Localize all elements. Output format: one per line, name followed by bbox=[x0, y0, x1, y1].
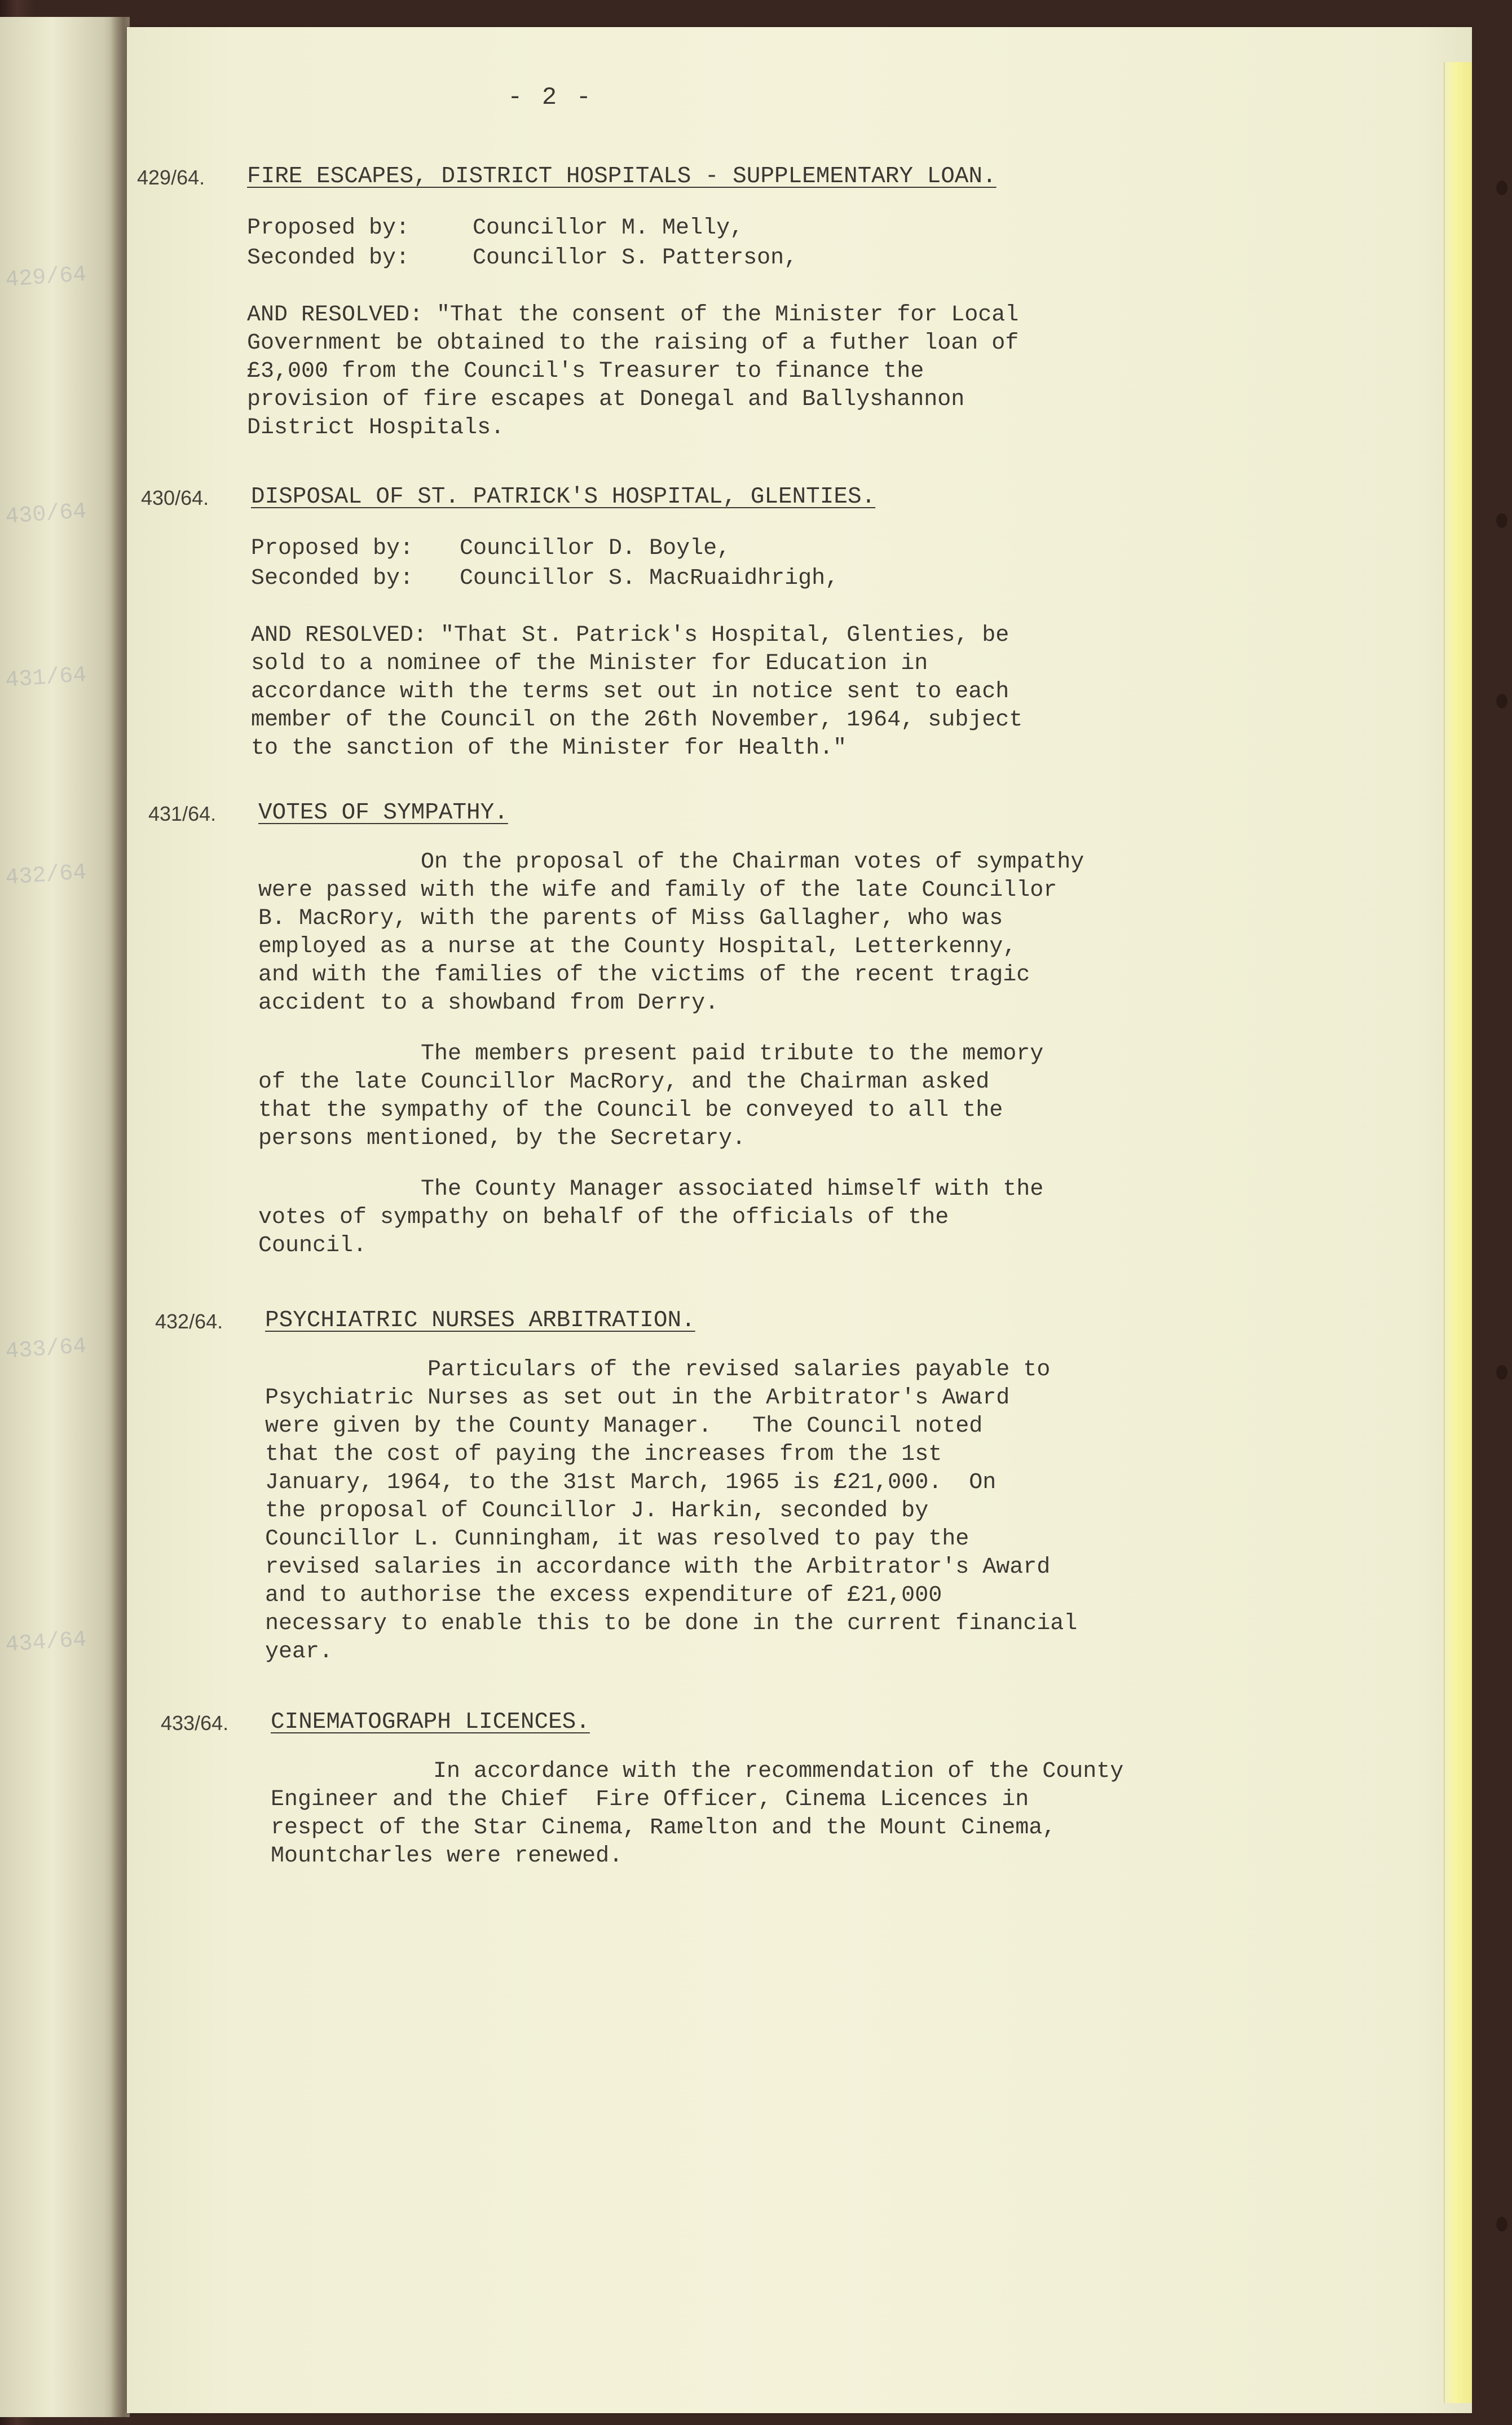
minute-item-430 bbox=[141, 484, 1379, 763]
minute-heading: DISPOSAL OF ST. PATRICK'S HOSPITAL, GLENTIES. bbox=[251, 484, 876, 510]
seconded-by-value: Councillor S. Patterson, bbox=[473, 245, 798, 271]
minute-number: 433/64. bbox=[161, 1711, 229, 1735]
minute-item-432 bbox=[155, 1308, 1393, 1666]
minute-number: 431/64. bbox=[148, 802, 217, 825]
resolution-text: AND RESOLVED: "That the consent of the Minister for Local Government be obtained to the raising of a futher loan of £3,000 from the Council's Treasurer to finance the provision of fire escapes at Donegal and Ballyshannon District Hospitals. bbox=[247, 302, 1019, 441]
body-paragraph: The members present paid tribute to the memory of the late Councillor MacRory, and the Chairman asked that the sympathy of the Council be conveyed to all the persons mentioned, by the Secretary. bbox=[258, 1041, 1044, 1151]
minute-heading: VOTES OF SYMPATHY. bbox=[258, 800, 508, 826]
body-paragraph: The County Manager associated himself with the votes of sympathy on behalf of the officials of the Council. bbox=[258, 1177, 1044, 1258]
seconded-by-label: Seconded by: bbox=[247, 245, 410, 271]
seconded-by-label: Seconded by: bbox=[251, 566, 414, 591]
proposed-by-value: Councillor M. Melly, bbox=[473, 215, 744, 241]
faded-bleed-through-mark: 429/64 bbox=[5, 262, 87, 293]
minute-item-433 bbox=[161, 1709, 1399, 1871]
faded-bleed-through-mark: 434/64 bbox=[5, 1627, 87, 1658]
resolution-text: AND RESOLVED: "That St. Patrick's Hospital, Glenties, be sold to a nominee of the Minister for Education in accordance with the terms set out in notice sent to each member of the Council on the 26th November, 1964, subject to the sanction of the Minister for Health." bbox=[251, 623, 1023, 761]
minute-number: 429/64. bbox=[137, 166, 205, 189]
minute-heading: CINEMATOGRAPH LICENCES. bbox=[271, 1709, 590, 1735]
minute-heading: PSYCHIATRIC NURSES ARBITRATION. bbox=[265, 1308, 695, 1333]
proposer-block bbox=[247, 215, 1375, 271]
page-number: - 2 - bbox=[508, 83, 594, 112]
faded-bleed-through-mark: 431/64 bbox=[5, 662, 87, 694]
faded-bleed-through-mark: 432/64 bbox=[5, 860, 87, 891]
proposed-by-value: Councillor D. Boyle, bbox=[460, 536, 731, 561]
minute-number: 432/64. bbox=[155, 1310, 223, 1333]
proposed-by-label: Proposed by: bbox=[247, 215, 410, 241]
minute-item-431 bbox=[148, 800, 1386, 1260]
proposed-by-label: Proposed by: bbox=[251, 536, 414, 561]
minute-number: 430/64. bbox=[141, 486, 209, 509]
faded-bleed-through-mark: 430/64 bbox=[5, 499, 87, 530]
body-paragraph: On the proposal of the Chairman votes of sympathy were passed with the wife and family of the late Councillor B. MacRory, with the parents of Miss Gallagher, who was employed as a nurse at the County Hospital, Letterkenny, and with the families of the victims of the recent tragic accident to a showband from Derry. bbox=[258, 850, 1085, 1016]
faded-bleed-through-mark: 433/64 bbox=[5, 1333, 87, 1365]
body-paragraph: In accordance with the recommendation of the County Engineer and the Chief Fire Officer, Cinema Licences in respect of the Star Cinema, Ramelton and the Mount Cinema, Mountcharles were renewed. bbox=[271, 1759, 1124, 1869]
proposer-block bbox=[251, 536, 1379, 591]
body-paragraph: Particulars of the revised salaries payable to Psychiatric Nurses as set out in the Arbitrator's Award were given by the County Manager. The Council noted that the cost of paying the increases from the 1st January, 1964, to the 31st March, 1965 is £21,000. On the proposal of Councillor J. Harkin, seconded by Councillor L. Cunningham, it was resolved to pay the revised salaries in accordance with the Arbitrator's Award and to authorise the excess expenditure of £21,000 necessary to enable this to be done in the current financial year. bbox=[265, 1357, 1078, 1665]
minute-item-429 bbox=[137, 164, 1375, 442]
minute-heading: FIRE ESCAPES, DISTRICT HOSPITALS - SUPPLEMENTARY LOAN. bbox=[247, 164, 997, 190]
seconded-by-value: Councillor S. MacRuaidhrigh, bbox=[460, 566, 839, 591]
